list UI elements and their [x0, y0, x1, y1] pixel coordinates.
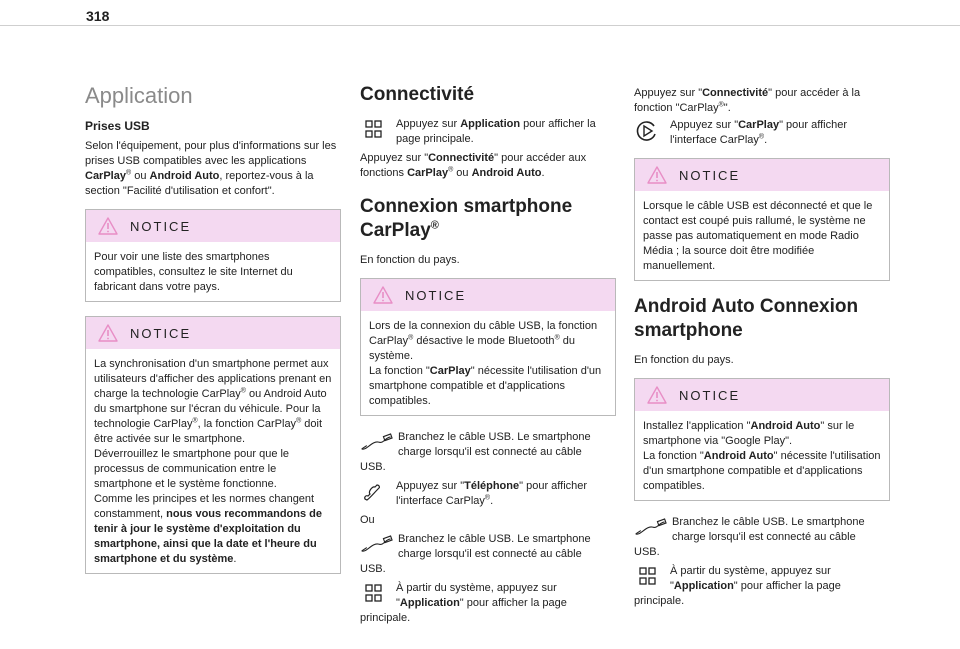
column-3	[634, 80, 890, 613]
or-text: Ou	[360, 514, 375, 526]
page-number: 318	[86, 8, 110, 24]
header-divider	[0, 25, 960, 26]
apps-grid-icon	[360, 119, 386, 141]
notice-body	[86, 349, 340, 573]
step-carplay: Appuyez sur "CarPlay" pour afficher l'interface CarPlay®.	[634, 118, 890, 148]
apps-grid-icon	[634, 566, 660, 588]
usb-cable-icon	[360, 534, 394, 556]
section-title-android-auto: Android Auto Connexion smartphone	[634, 296, 859, 341]
notice-text: Pour voir une liste des smartphones compatibles, consultez le site Internet du fabricant dans votre pays.	[94, 251, 293, 293]
usb-cable-icon	[360, 432, 394, 454]
step-telephone: Appuyez sur "Téléphone" pour afficher l'interface CarPlay®.	[360, 479, 616, 509]
step-application: Appuyez sur Application pour afficher la page principale.	[360, 117, 616, 147]
notice-box-android-auto	[634, 378, 890, 501]
notice-text: La fonction "Android Auto" nécessite l'utilisation d'un smartphone compatible et d'applications compatibles.	[643, 450, 881, 492]
step-connectivite: Appuyez sur "Connectivité" pour accéder aux fonctions CarPlay® ou Android Auto.	[360, 152, 587, 179]
notice-header	[361, 279, 615, 311]
section-title-carplay: Connexion smartphone CarPlay®	[360, 196, 573, 241]
by-country-text: En fonction du pays.	[634, 354, 734, 366]
notice-body	[86, 242, 340, 301]
warning-icon	[647, 166, 667, 184]
step-usb-cable-android: Branchez le câble USB. Le smartphone charge lorsqu'il est connecté au câble USB.	[634, 516, 865, 558]
section-title-application: Application	[85, 83, 193, 108]
notice-text: La synchronisation d'un smartphone permet aux utilisateurs d'afficher des applications prenant en charge la technologie CarPlay® ou Android Auto du smartphone sur l'écran du véhicule. Pour la technologie CarPlay®, la fonction CarPlay® doit être activée sur le smartphone.	[94, 358, 332, 445]
notice-text: Lors de la connexion du câble USB, la fonction CarPlay® désactive le mode Bluetooth® du système.	[369, 320, 598, 362]
step-connectivite-carplay: Appuyez sur "Connectivité" pour accéder à la fonction "CarPlay®".	[634, 87, 861, 114]
notice-box-carplay	[360, 278, 616, 416]
notice-box-usb-disconnect	[634, 158, 890, 281]
notice-text: Comme les principes et les normes changent constamment, nous vous recommandons de tenir à jour le système d'exploitation du smartphone, ainsi que la date et l'heure du smartphone et du système.	[94, 493, 323, 565]
notice-body	[635, 191, 889, 280]
apps-grid-icon	[360, 583, 386, 605]
notice-box-smartphones	[85, 209, 341, 302]
notice-box-sync	[85, 316, 341, 574]
section-title-connectivite: Connectivité	[360, 84, 475, 105]
warning-icon	[647, 386, 667, 404]
warning-icon	[98, 217, 118, 235]
notice-header	[86, 317, 340, 349]
notice-body	[635, 411, 889, 500]
notice-label: NOTICE	[130, 218, 192, 234]
step-system-application-android: À partir du système, appuyez sur "Application" pour afficher la page principale.	[634, 565, 841, 607]
usb-paragraph: Selon l'équipement, pour plus d'informations sur les prises USB compatibles avec les applications CarPlay® ou Android Auto, reportez-vous à la section "Facilité d'utilisation et confort".	[85, 140, 337, 197]
notice-label: NOTICE	[679, 387, 741, 403]
notice-header	[635, 379, 889, 411]
phone-icon	[360, 481, 386, 503]
usb-heading: Prises USB	[85, 119, 150, 133]
step-system-application: À partir du système, appuyez sur "Application" pour afficher la page principale.	[360, 582, 567, 624]
notice-text: Déverrouillez le smartphone pour que le processus de communication entre le smartphone et le système fonctionne.	[94, 448, 290, 490]
step-usb-cable: Branchez le câble USB. Le smartphone charge lorsqu'il est connecté au câble USB.	[360, 431, 591, 473]
column-2	[360, 80, 616, 630]
column-1	[85, 80, 341, 588]
warning-icon	[373, 286, 393, 304]
notice-body	[361, 311, 615, 415]
notice-header	[86, 210, 340, 242]
notice-label: NOTICE	[679, 167, 741, 183]
notice-label: NOTICE	[405, 287, 467, 303]
notice-header	[635, 159, 889, 191]
notice-text: La fonction "CarPlay" nécessite l'utilisation d'un smartphone compatible et d'applications compatibles.	[369, 365, 602, 407]
usb-cable-icon	[634, 517, 668, 539]
notice-text: Lorsque le câble USB est déconnecté et que le contact est coupé puis rallumé, le système ne passe pas automatiquement en mode Radio Média ; la source doit être modifiée manuellement.	[643, 200, 873, 272]
notice-text: Installez l'application "Android Auto" sur le smartphone via "Google Play".	[643, 420, 855, 447]
by-country-text: En fonction du pays.	[360, 254, 460, 266]
warning-icon	[98, 324, 118, 342]
notice-label: NOTICE	[130, 325, 192, 341]
step-usb-cable-2: Branchez le câble USB. Le smartphone charge lorsqu'il est connecté au câble USB.	[360, 533, 591, 575]
carplay-play-icon	[634, 120, 660, 142]
